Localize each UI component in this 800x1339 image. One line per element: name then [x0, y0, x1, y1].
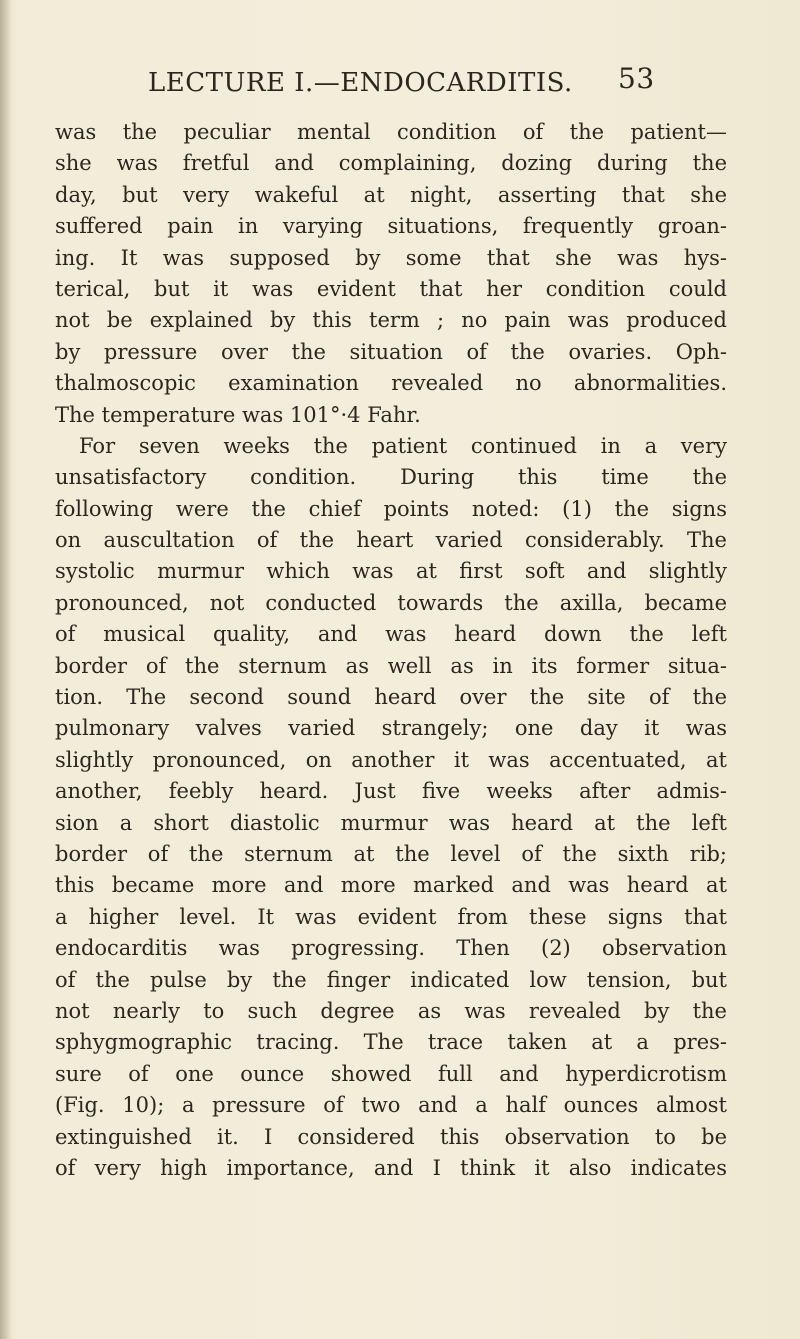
text-line: sion a short diastolic murmur was heard at the left — [55, 810, 727, 835]
text-line: thalmoscopic examination revealed no abnormalities. — [55, 371, 727, 396]
gutter-shadow — [0, 0, 12, 1339]
text-line: slightly pronounced, on another it was accentuated, at — [55, 747, 727, 772]
text-line: of very high importance, and I think it also indicates — [55, 1155, 727, 1180]
text-line: of the pulse by the finger indicated low tension, but — [55, 967, 727, 992]
text-line: extinguished it. I considered this observation to be — [55, 1124, 727, 1149]
text-line: this became more and more marked and was heard at — [55, 873, 727, 898]
text-line: was the peculiar mental condition of the patient— — [55, 120, 727, 144]
page-number: 53 — [618, 62, 655, 95]
text-line: day, but very wakeful at night, asserting that she — [55, 182, 727, 207]
text-line: not be explained by this term ; no pain was produced — [55, 308, 727, 333]
body-text — [55, 117, 727, 1184]
text-line: border of the sternum as well as in its former situa- — [55, 653, 727, 678]
text-line: another, feebly heard. Just five weeks after admis- — [55, 779, 727, 804]
text-line: a higher level. It was evident from these signs that — [55, 904, 727, 929]
text-line: following were the chief points noted: (1) the signs — [55, 496, 727, 521]
text-line: pronounced, not conducted towards the axilla, became — [55, 590, 727, 615]
text-line: ing. It was supposed by some that she was hys- — [55, 245, 727, 270]
text-line: pulmonary valves varied strangely; one day it was — [55, 716, 727, 741]
text-line: systolic murmur which was at first soft and slightly — [55, 559, 727, 584]
text-line: For seven weeks the patient continued in a very — [79, 433, 727, 458]
running-head — [148, 62, 678, 108]
text-line: by pressure over the situation of the ovaries. Oph- — [55, 339, 727, 364]
text-line: border of the sternum at the level of the sixth rib; — [55, 841, 727, 866]
text-line: unsatisfactory condition. During this time the — [55, 465, 727, 490]
text-line: she was fretful and complaining, dozing during the — [55, 151, 727, 176]
text-line: tion. The second sound heard over the site of the — [55, 685, 727, 710]
text-line: not nearly to such degree as was revealed by the — [55, 998, 727, 1023]
text-line: suffered pain in varying situations, frequently groan- — [55, 214, 727, 239]
text-line: The temperature was 101°·4 Fahr. — [55, 402, 421, 427]
text-line: sphygmographic tracing. The trace taken at a pres- — [55, 1030, 727, 1055]
text-line: endocarditis was progressing. Then (2) observation — [55, 936, 727, 961]
running-head-title: LECTURE I.—ENDOCARDITIS. — [148, 68, 573, 98]
text-line: sure of one ounce showed full and hyperdicrotism — [55, 1061, 727, 1086]
text-line: terical, but it was evident that her condition could — [55, 276, 727, 301]
text-line: (Fig. 10); a pressure of two and a half ounces almost — [55, 1093, 727, 1118]
text-line: on auscultation of the heart varied considerably. The — [55, 528, 727, 553]
text-line: of musical quality, and was heard down the left — [55, 622, 727, 647]
